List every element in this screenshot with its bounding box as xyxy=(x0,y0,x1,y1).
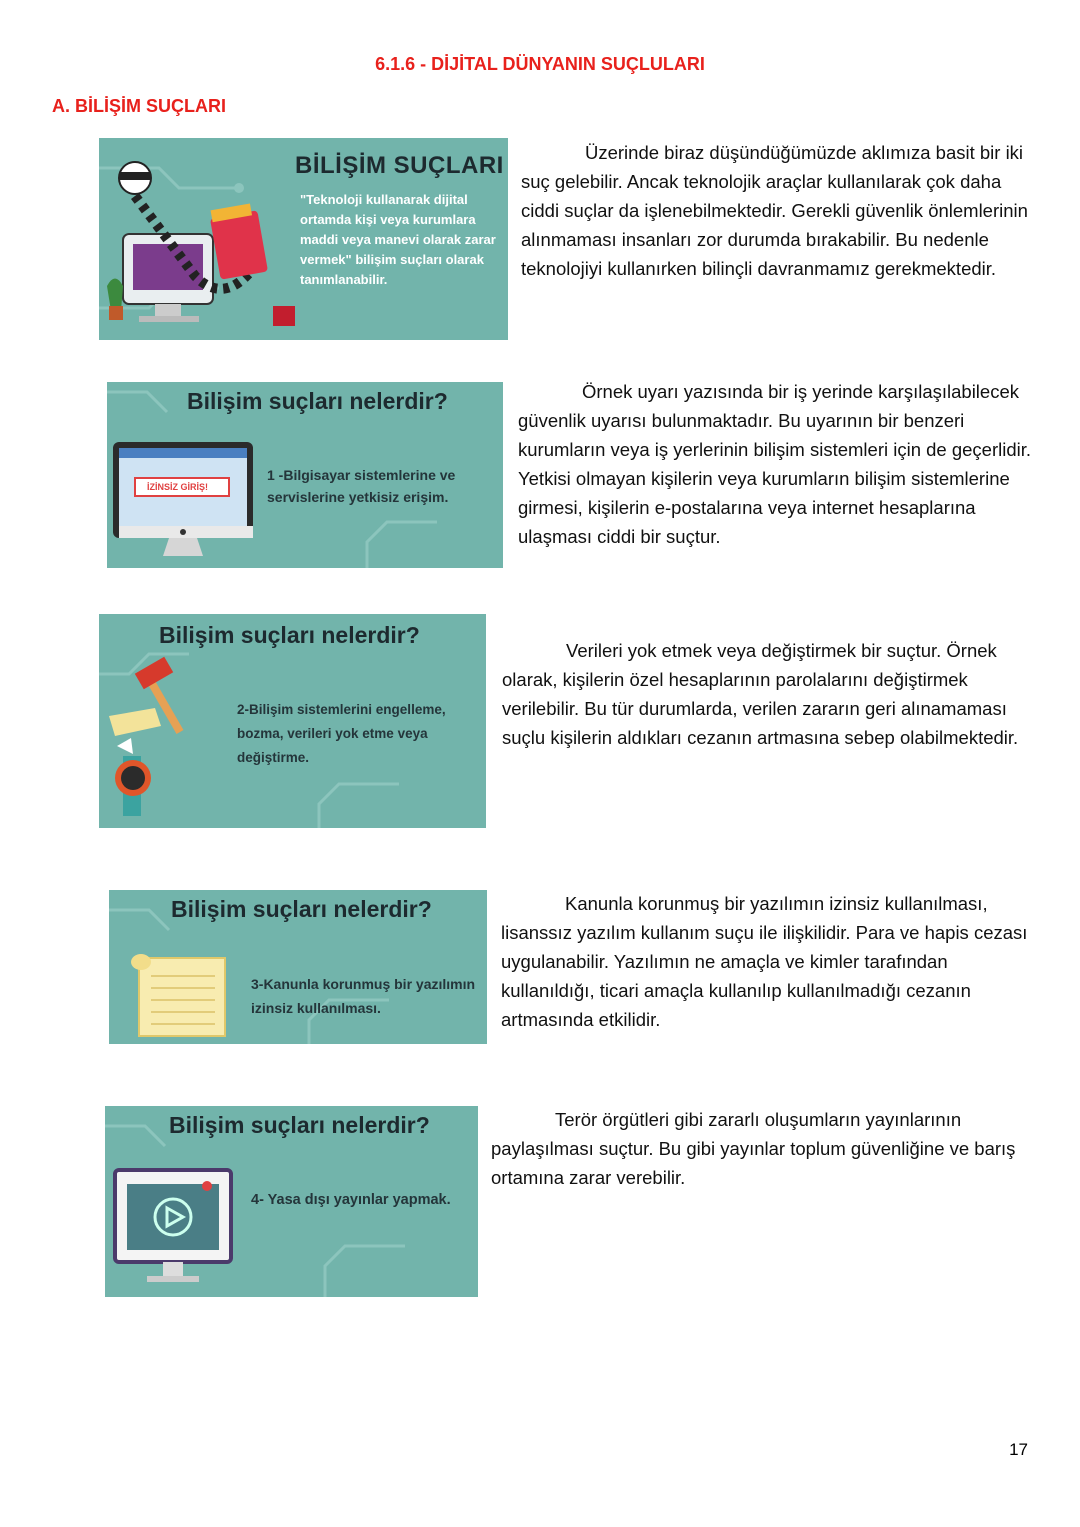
thief-computer-icon xyxy=(105,156,305,336)
panel-title: Bilişim suçları nelerdir? xyxy=(171,896,432,922)
info-panel-1 xyxy=(99,138,508,340)
panel-title: Bilişim suçları nelerdir? xyxy=(159,622,420,648)
hammer-icon xyxy=(103,650,213,820)
paragraph-5: Terör örgütleri gibi zararlı oluşumların yayınlarının paylaşılması suçtur. Bu gibi yayınlar toplum güvenliğine ve barış ortamına zarar verebilir. xyxy=(491,1109,1016,1188)
paragraph-3: Verileri yok etmek veya değiştirmek bir suçtur. Örnek olarak, kişilerin özel hesaplarının parolalarını değiştirmek verilebilir. Bu tür durumlarda, verilen zararın geri alınamaması suçlu kişilerin aldıkları cezanın artmasına sebep olabilmektedir. xyxy=(502,640,1019,748)
panel-text: 4- Yasa dışı yayınlar yapmak. xyxy=(251,1192,451,1208)
info-panel-5 xyxy=(105,1106,478,1297)
panel-title: Bilişim suçları nelerdir? xyxy=(187,388,448,414)
page-title: 6.1.6 - DİJİTAL DÜNYANIN SUÇLULARI xyxy=(375,54,705,74)
paragraph-2: Örnek uyarı yazısında bir iş yerinde karşılaşılabilecek güvenlik uyarısı bulunmaktadır. Bu uyarının bir benzeri kurumların veya iş yerlerinin bilişim sistemleri için de geçerlidir. Yetkisi olmayan kişilerin veya kurumların bilişim sistemlerine girmesi, kişilerin e-postalarına veya internet hesaplarına ulaşması ciddi bir suçtur. xyxy=(518,381,1032,547)
scroll-document-icon xyxy=(129,952,237,1040)
page-number: 17 xyxy=(1009,1440,1028,1459)
section-heading: A. BİLİŞİM SUÇLARI xyxy=(52,96,226,116)
monitor-warning-icon xyxy=(111,440,261,564)
panel-text: "Teknoloji kullanarak dijital ortamda kişi veya kurumlara maddi veya manevi olarak zarar vermek" bilişim suçları olarak tanımlanabilir. xyxy=(300,192,496,287)
info-panel-2 xyxy=(107,382,503,568)
panel-text: 2-Bilişim sistemlerini engelleme, bozma, verileri yok etme veya değiştirme. xyxy=(237,702,446,765)
panel-title: BİLİŞİM SUÇLARI xyxy=(295,152,504,179)
info-panel-4 xyxy=(109,890,487,1044)
paragraph-4: Kanunla korunmuş bir yazılımın izinsiz kullanılması, lisanssız yazılım kullanım suçu ile ilişkilidir. Para ve hapis cezası uygulanabilir. Yazılımın ne amaçla ve kimler tarafından kullanıldığı, ticari amaçla kullanılıp kullanılmadığı cezanın artmasında etkilidir. xyxy=(501,893,1028,1030)
panel-title: Bilişim suçları nelerdir? xyxy=(169,1112,430,1138)
paragraph-1: Üzerinde biraz düşündüğümüzde aklımıza basit bir iki suç gelebilir. Ancak teknolojik araçlar kullanılarak çok daha ciddi suçlar da işlenebilmektedir. Gerekli güvenlik önlemlerinin alınmaması insanları zor durumda bırakabilir. Bu nedenle teknolojiyi kullanırken bilinçli davranmamız gerekmektedir. xyxy=(521,142,1028,279)
warning-label: İZİNSİZ GİRİŞ! xyxy=(147,482,209,492)
panel-text: 1 -Bilgisayar sistemlerine ve servislerine yetkisiz erişim. xyxy=(267,467,456,505)
video-monitor-icon xyxy=(111,1166,239,1294)
info-panel-3 xyxy=(99,614,486,828)
panel-text: 3-Kanunla korunmuş bir yazılımın izinsiz kullanılması. xyxy=(251,976,476,1016)
